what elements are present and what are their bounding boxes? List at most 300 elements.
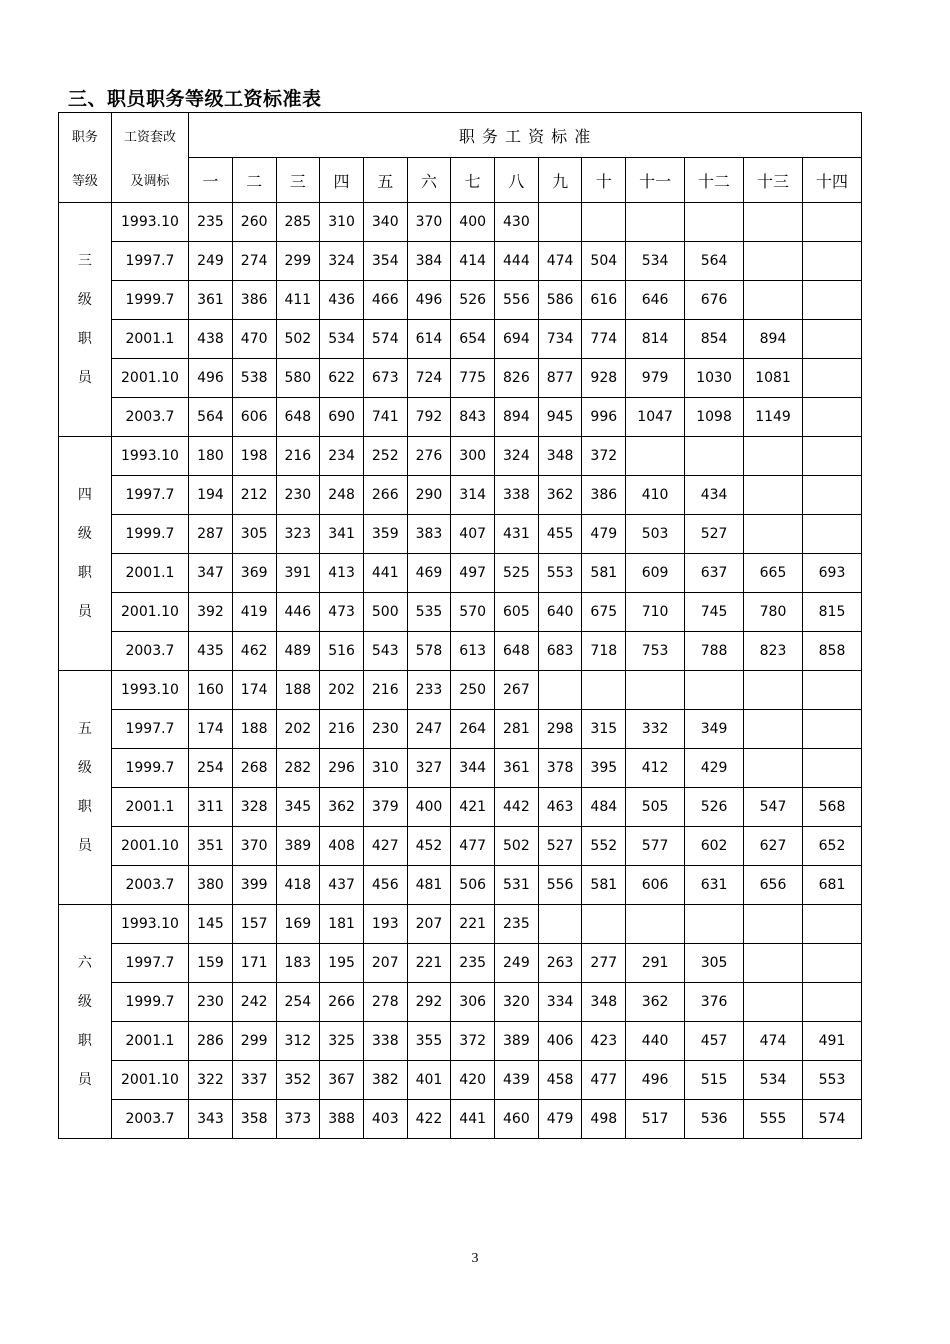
wage-standard-table — [58, 112, 862, 1139]
wage-value: 877 — [538, 359, 582, 398]
wage-value: 516 — [320, 632, 364, 671]
wage-value: 420 — [451, 1061, 495, 1100]
wage-value: 306 — [451, 983, 495, 1022]
wage-value: 421 — [451, 788, 495, 827]
wage-value: 157 — [232, 905, 276, 944]
wage-value: 580 — [276, 359, 320, 398]
wage-value: 248 — [320, 476, 364, 515]
wage-value: 395 — [582, 749, 626, 788]
wage-value: 614 — [407, 320, 451, 359]
wage-value: 277 — [582, 944, 626, 983]
wage-value: 370 — [232, 827, 276, 866]
wage-value: 586 — [538, 281, 582, 320]
table-row — [59, 242, 862, 281]
wage-value: 413 — [320, 554, 364, 593]
wage-value: 477 — [451, 827, 495, 866]
wage-value — [802, 242, 861, 281]
wage-value: 382 — [363, 1061, 407, 1100]
wage-value: 444 — [495, 242, 539, 281]
wage-value: 460 — [495, 1100, 539, 1139]
wage-value: 606 — [232, 398, 276, 437]
step-header: 九 — [538, 158, 582, 203]
wage-value: 442 — [495, 788, 539, 827]
wage-value: 479 — [538, 1100, 582, 1139]
wage-value: 455 — [538, 515, 582, 554]
adjust-date: 1997.7 — [111, 944, 188, 983]
wage-value: 525 — [495, 554, 539, 593]
wage-value: 320 — [495, 983, 539, 1022]
wage-value: 1098 — [685, 398, 744, 437]
grade-label — [59, 905, 112, 1139]
wage-value: 292 — [407, 983, 451, 1022]
wage-value: 718 — [582, 632, 626, 671]
wage-value: 389 — [495, 1022, 539, 1061]
wage-value: 414 — [451, 242, 495, 281]
wage-value — [744, 242, 803, 281]
table-row — [59, 1022, 862, 1061]
wage-value: 401 — [407, 1061, 451, 1100]
wage-value: 538 — [232, 359, 276, 398]
wage-value: 254 — [276, 983, 320, 1022]
wage-value — [744, 437, 803, 476]
wage-value: 305 — [685, 944, 744, 983]
table-row — [59, 437, 862, 476]
wage-value: 408 — [320, 827, 364, 866]
wage-value: 574 — [802, 1100, 861, 1139]
wage-value: 349 — [685, 710, 744, 749]
wage-value: 648 — [276, 398, 320, 437]
wage-value: 202 — [320, 671, 364, 710]
wage-value: 403 — [363, 1100, 407, 1139]
wage-value — [744, 944, 803, 983]
wage-value: 389 — [276, 827, 320, 866]
wage-value: 242 — [232, 983, 276, 1022]
wage-value: 411 — [276, 281, 320, 320]
wage-value — [626, 203, 685, 242]
wage-value: 290 — [407, 476, 451, 515]
wage-value: 439 — [495, 1061, 539, 1100]
wage-value: 553 — [538, 554, 582, 593]
wage-value: 410 — [626, 476, 685, 515]
table-row — [59, 749, 862, 788]
wage-value: 183 — [276, 944, 320, 983]
wage-value: 266 — [320, 983, 364, 1022]
wage-value: 250 — [451, 671, 495, 710]
wage-value: 281 — [495, 710, 539, 749]
wage-value: 361 — [495, 749, 539, 788]
adjust-date: 2003.7 — [111, 866, 188, 905]
wage-value: 305 — [232, 515, 276, 554]
wage-value: 407 — [451, 515, 495, 554]
step-header: 八 — [495, 158, 539, 203]
wage-value: 676 — [685, 281, 744, 320]
header-grade-bottom: 等级 — [59, 158, 112, 203]
wage-value: 234 — [320, 437, 364, 476]
wage-value: 345 — [276, 788, 320, 827]
wage-value — [802, 359, 861, 398]
adjust-date: 1999.7 — [111, 983, 188, 1022]
wage-value: 369 — [232, 554, 276, 593]
wage-value — [744, 515, 803, 554]
wage-value: 260 — [232, 203, 276, 242]
wage-value: 627 — [744, 827, 803, 866]
wage-value: 431 — [495, 515, 539, 554]
wage-value — [802, 905, 861, 944]
wage-value: 515 — [685, 1061, 744, 1100]
table-row — [59, 905, 862, 944]
wage-value: 979 — [626, 359, 685, 398]
table-row — [59, 515, 862, 554]
wage-value: 249 — [189, 242, 233, 281]
wage-value: 780 — [744, 593, 803, 632]
wage-value — [802, 437, 861, 476]
wage-value: 481 — [407, 866, 451, 905]
wage-value: 437 — [320, 866, 364, 905]
wage-value: 536 — [685, 1100, 744, 1139]
wage-value: 378 — [538, 749, 582, 788]
table-row — [59, 1100, 862, 1139]
table-row — [59, 710, 862, 749]
wage-value: 568 — [802, 788, 861, 827]
table-row — [59, 593, 862, 632]
wage-value: 534 — [626, 242, 685, 281]
wage-value: 788 — [685, 632, 744, 671]
wage-value: 473 — [320, 593, 364, 632]
wage-value: 249 — [495, 944, 539, 983]
wage-value: 337 — [232, 1061, 276, 1100]
wage-value: 694 — [495, 320, 539, 359]
wage-value: 180 — [189, 437, 233, 476]
adjust-date: 2001.10 — [111, 359, 188, 398]
wage-value: 503 — [626, 515, 685, 554]
table-row — [59, 359, 862, 398]
table-row — [59, 320, 862, 359]
adjust-date: 1993.10 — [111, 905, 188, 944]
wage-value: 690 — [320, 398, 364, 437]
wage-value — [744, 983, 803, 1022]
wage-value: 338 — [495, 476, 539, 515]
wage-value: 386 — [582, 476, 626, 515]
wage-value: 328 — [232, 788, 276, 827]
adjust-date: 1997.7 — [111, 710, 188, 749]
wage-value: 372 — [451, 1022, 495, 1061]
wage-value: 264 — [451, 710, 495, 749]
wage-value: 216 — [320, 710, 364, 749]
wage-value: 285 — [276, 203, 320, 242]
wage-value: 996 — [582, 398, 626, 437]
adjust-date: 1999.7 — [111, 281, 188, 320]
wage-value: 412 — [626, 749, 685, 788]
wage-value: 423 — [582, 1022, 626, 1061]
wage-value: 221 — [451, 905, 495, 944]
wage-value: 581 — [582, 554, 626, 593]
table-row — [59, 827, 862, 866]
wage-value: 527 — [538, 827, 582, 866]
wage-value: 637 — [685, 554, 744, 593]
adjust-date: 2001.10 — [111, 593, 188, 632]
wage-value: 470 — [232, 320, 276, 359]
wage-value: 656 — [744, 866, 803, 905]
wage-value: 391 — [276, 554, 320, 593]
wage-value — [685, 203, 744, 242]
wage-value: 355 — [407, 1022, 451, 1061]
table-row — [59, 1061, 862, 1100]
wage-value: 384 — [407, 242, 451, 281]
table-row — [59, 398, 862, 437]
wage-value: 474 — [538, 242, 582, 281]
adjust-date: 1997.7 — [111, 242, 188, 281]
wage-value: 602 — [685, 827, 744, 866]
adjust-date: 1993.10 — [111, 203, 188, 242]
wage-value: 774 — [582, 320, 626, 359]
wage-value: 823 — [744, 632, 803, 671]
wage-value: 622 — [320, 359, 364, 398]
wage-value — [744, 281, 803, 320]
wage-value: 543 — [363, 632, 407, 671]
step-header: 十一 — [626, 158, 685, 203]
wage-value — [744, 476, 803, 515]
wage-value: 221 — [407, 944, 451, 983]
wage-value: 479 — [582, 515, 626, 554]
wage-value — [685, 905, 744, 944]
wage-value: 287 — [189, 515, 233, 554]
wage-value: 753 — [626, 632, 685, 671]
wage-value: 438 — [189, 320, 233, 359]
wage-value: 452 — [407, 827, 451, 866]
table-row — [59, 632, 862, 671]
grade-text: 四级职员 — [77, 486, 92, 620]
wage-value: 274 — [232, 242, 276, 281]
wage-value: 734 — [538, 320, 582, 359]
wage-value: 400 — [407, 788, 451, 827]
table-row — [59, 866, 862, 905]
wage-value: 372 — [582, 437, 626, 476]
wage-value — [538, 203, 582, 242]
wage-value: 434 — [685, 476, 744, 515]
wage-value — [626, 671, 685, 710]
table-row — [59, 983, 862, 1022]
wage-value: 556 — [495, 281, 539, 320]
wage-value: 362 — [320, 788, 364, 827]
wage-value: 354 — [363, 242, 407, 281]
wage-value: 145 — [189, 905, 233, 944]
adjust-date: 1997.7 — [111, 476, 188, 515]
wage-value: 344 — [451, 749, 495, 788]
wage-value: 419 — [232, 593, 276, 632]
adjust-date: 2003.7 — [111, 398, 188, 437]
wage-value: 570 — [451, 593, 495, 632]
adjust-date: 2001.10 — [111, 1061, 188, 1100]
wage-value: 383 — [407, 515, 451, 554]
header-row-2 — [59, 158, 862, 203]
wage-value: 484 — [582, 788, 626, 827]
wage-value: 477 — [582, 1061, 626, 1100]
wage-value: 233 — [407, 671, 451, 710]
wage-value — [626, 437, 685, 476]
wage-value: 230 — [276, 476, 320, 515]
wage-value: 298 — [538, 710, 582, 749]
step-header: 二 — [232, 158, 276, 203]
wage-value: 553 — [802, 1061, 861, 1100]
wage-value: 446 — [276, 593, 320, 632]
wage-value: 469 — [407, 554, 451, 593]
wage-value: 724 — [407, 359, 451, 398]
wage-value: 324 — [320, 242, 364, 281]
wage-value: 574 — [363, 320, 407, 359]
wage-value: 347 — [189, 554, 233, 593]
wage-value: 311 — [189, 788, 233, 827]
wage-value: 854 — [685, 320, 744, 359]
wage-value: 430 — [495, 203, 539, 242]
header-grade-top: 职务 — [59, 113, 112, 158]
grade-text: 三级职员 — [77, 252, 92, 386]
adjust-date: 2001.1 — [111, 320, 188, 359]
wage-value: 334 — [538, 983, 582, 1022]
wage-value: 188 — [276, 671, 320, 710]
wage-value: 498 — [582, 1100, 626, 1139]
wage-value: 399 — [232, 866, 276, 905]
wage-value: 502 — [276, 320, 320, 359]
wage-value: 198 — [232, 437, 276, 476]
wage-value: 252 — [363, 437, 407, 476]
wage-value — [802, 398, 861, 437]
wage-value: 324 — [495, 437, 539, 476]
wage-value: 299 — [276, 242, 320, 281]
wage-value: 441 — [363, 554, 407, 593]
wage-value — [802, 515, 861, 554]
wage-value: 504 — [582, 242, 626, 281]
wage-value: 646 — [626, 281, 685, 320]
wage-value: 435 — [189, 632, 233, 671]
wage-value: 681 — [802, 866, 861, 905]
wage-value: 606 — [626, 866, 685, 905]
wage-value: 267 — [495, 671, 539, 710]
wage-value: 376 — [685, 983, 744, 1022]
step-header: 四 — [320, 158, 364, 203]
wage-value: 315 — [582, 710, 626, 749]
wage-value: 581 — [582, 866, 626, 905]
wage-value: 388 — [320, 1100, 364, 1139]
table-row — [59, 671, 862, 710]
wage-value: 174 — [189, 710, 233, 749]
wage-value: 263 — [538, 944, 582, 983]
wage-value: 555 — [744, 1100, 803, 1139]
wage-value — [685, 437, 744, 476]
wage-value: 299 — [232, 1022, 276, 1061]
wage-value: 422 — [407, 1100, 451, 1139]
step-header: 五 — [363, 158, 407, 203]
wage-value: 648 — [495, 632, 539, 671]
wage-value: 843 — [451, 398, 495, 437]
wage-value: 193 — [363, 905, 407, 944]
wage-value: 640 — [538, 593, 582, 632]
wage-value: 710 — [626, 593, 685, 632]
wage-value: 693 — [802, 554, 861, 593]
wage-value: 440 — [626, 1022, 685, 1061]
table-row — [59, 203, 862, 242]
wage-value: 247 — [407, 710, 451, 749]
wage-value — [802, 320, 861, 359]
wage-value: 534 — [744, 1061, 803, 1100]
wage-value: 462 — [232, 632, 276, 671]
wage-value: 230 — [189, 983, 233, 1022]
wage-value: 457 — [685, 1022, 744, 1061]
table-row — [59, 554, 862, 593]
wage-value — [744, 671, 803, 710]
step-header: 十三 — [744, 158, 803, 203]
wage-value: 496 — [189, 359, 233, 398]
wage-value — [538, 671, 582, 710]
wage-value: 605 — [495, 593, 539, 632]
wage-value: 323 — [276, 515, 320, 554]
wage-value: 352 — [276, 1061, 320, 1100]
wage-value: 547 — [744, 788, 803, 827]
wage-value: 517 — [626, 1100, 685, 1139]
wage-value: 775 — [451, 359, 495, 398]
wage-value — [685, 671, 744, 710]
wage-value: 276 — [407, 437, 451, 476]
wage-value: 500 — [363, 593, 407, 632]
wage-value — [802, 710, 861, 749]
wage-value: 683 — [538, 632, 582, 671]
adjust-date: 2001.1 — [111, 1022, 188, 1061]
wage-value: 278 — [363, 983, 407, 1022]
wage-value: 373 — [276, 1100, 320, 1139]
wage-value — [802, 749, 861, 788]
adjust-date: 1999.7 — [111, 749, 188, 788]
wage-value: 497 — [451, 554, 495, 593]
adjust-date: 2003.7 — [111, 632, 188, 671]
step-header: 十 — [582, 158, 626, 203]
wage-value: 379 — [363, 788, 407, 827]
wage-value: 348 — [582, 983, 626, 1022]
wage-value: 348 — [538, 437, 582, 476]
table-row — [59, 476, 862, 515]
wage-value: 654 — [451, 320, 495, 359]
wage-value: 466 — [363, 281, 407, 320]
wage-value: 380 — [189, 866, 233, 905]
wage-value: 362 — [626, 983, 685, 1022]
wage-value: 194 — [189, 476, 233, 515]
wage-value: 340 — [363, 203, 407, 242]
wage-value: 291 — [626, 944, 685, 983]
wage-value: 506 — [451, 866, 495, 905]
wage-value: 792 — [407, 398, 451, 437]
wage-value — [626, 905, 685, 944]
wage-value — [802, 983, 861, 1022]
wage-value: 212 — [232, 476, 276, 515]
step-header: 六 — [407, 158, 451, 203]
wage-value: 235 — [451, 944, 495, 983]
wage-value — [744, 749, 803, 788]
wage-value: 171 — [232, 944, 276, 983]
wage-value — [802, 281, 861, 320]
adjust-date: 1993.10 — [111, 671, 188, 710]
step-header: 十四 — [802, 158, 861, 203]
wage-value — [582, 671, 626, 710]
grade-label — [59, 437, 112, 671]
wage-value: 1149 — [744, 398, 803, 437]
wage-value: 351 — [189, 827, 233, 866]
wage-value: 406 — [538, 1022, 582, 1061]
wage-value — [582, 203, 626, 242]
wage-value: 577 — [626, 827, 685, 866]
wage-value: 441 — [451, 1100, 495, 1139]
wage-value: 230 — [363, 710, 407, 749]
wage-value: 745 — [685, 593, 744, 632]
wage-value: 159 — [189, 944, 233, 983]
wage-value: 207 — [363, 944, 407, 983]
